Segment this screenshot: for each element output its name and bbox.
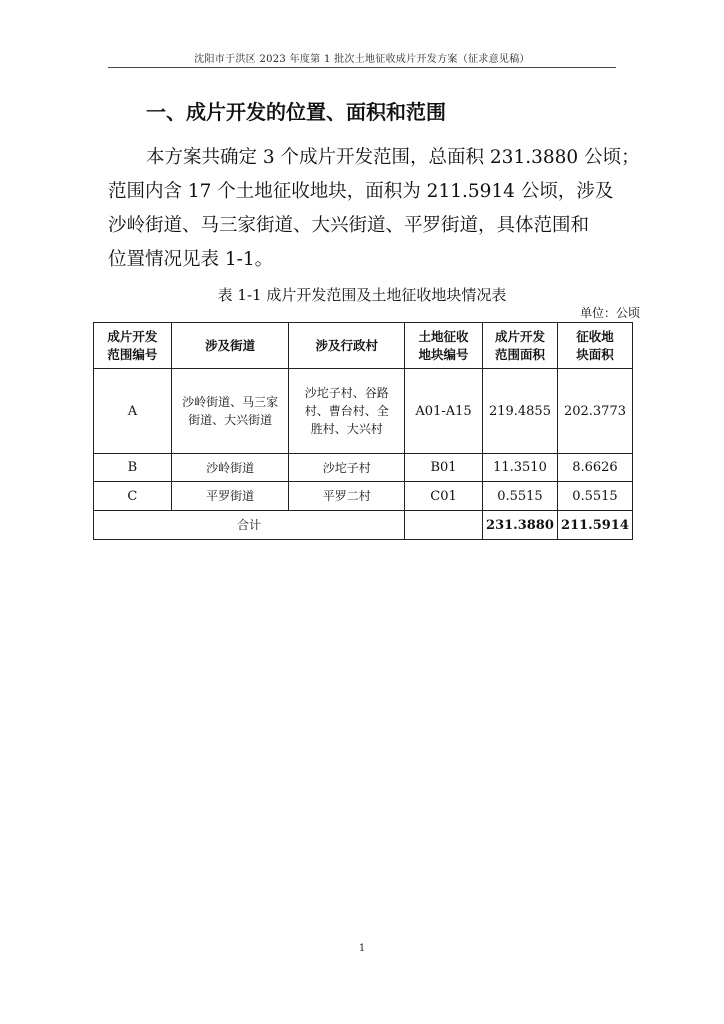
land-table	[93, 322, 633, 540]
header-streets: 涉及街道	[171, 323, 289, 369]
running-header: 沈阳市于洪区 2023 年度第 1 批次土地征收成片开发方案（征求意见稿）	[194, 54, 530, 65]
header-parcel-area: 征收地 块面积	[557, 323, 632, 369]
table-header-row	[94, 323, 633, 369]
header-villages: 涉及行政村	[289, 323, 405, 369]
cell-villages: 沙坨子村、谷路 村、曹台村、全 胜村、大兴村	[289, 369, 405, 454]
header-rule	[108, 67, 616, 68]
table-caption: 表 1-1 成片开发范围及土地征收地块情况表	[217, 286, 507, 304]
cell-streets: 沙岭街道、马三家 街道、大兴街道	[171, 369, 289, 454]
cell-range-area: 219.4855	[482, 369, 557, 454]
header-range-id: 成片开发 范围编号	[94, 323, 172, 369]
section-title: 一、成片开发的位置、面积和范围	[146, 100, 446, 124]
body-paragraph	[108, 141, 640, 277]
table-total-row	[94, 511, 633, 540]
cell-range-id: B	[94, 454, 172, 482]
paragraph-line: 位置情况见表 1-1。	[108, 249, 274, 270]
cell-parcels: B01	[405, 454, 483, 482]
table-row	[94, 454, 633, 482]
table-row	[94, 482, 633, 511]
cell-parcel-area: 202.3773	[557, 369, 632, 454]
cell-range-area: 11.3510	[482, 454, 557, 482]
cell-streets: 平罗街道	[171, 482, 289, 511]
cell-parcels: A01-A15	[405, 369, 483, 454]
cell-range-id: C	[94, 482, 172, 511]
cell-parcels: C01	[405, 482, 483, 511]
cell-villages: 平罗二村	[289, 482, 405, 511]
cell-range-id: A	[94, 369, 172, 454]
cell-total-label: 合计	[94, 511, 405, 540]
header-parcel-id: 土地征收 地块编号	[405, 323, 483, 369]
page-number: 1	[358, 943, 366, 954]
header-range-area: 成片开发 范围面积	[482, 323, 557, 369]
cell-streets: 沙岭街道	[171, 454, 289, 482]
cell-total-empty	[405, 511, 483, 540]
cell-parcel-area: 8.6626	[557, 454, 632, 482]
cell-total-range-area: 231.3880	[482, 511, 557, 540]
cell-range-area: 0.5515	[482, 482, 557, 511]
cell-parcel-area: 0.5515	[557, 482, 632, 511]
cell-total-parcel-area: 211.5914	[557, 511, 632, 540]
cell-villages: 沙坨子村	[289, 454, 405, 482]
table-row	[94, 369, 633, 454]
table-unit: 单位：公顷	[579, 306, 640, 320]
paragraph-line: 范围内含 17 个土地征收地块，面积为 211.5914 公顷，涉及	[108, 181, 614, 202]
paragraph-line: 沙岭街道、马三家街道、大兴街道、平罗街道，具体范围和	[108, 215, 590, 236]
paragraph-line: 本方案共确定 3 个成片开发范围，总面积 231.3880 公顷；	[146, 147, 640, 168]
